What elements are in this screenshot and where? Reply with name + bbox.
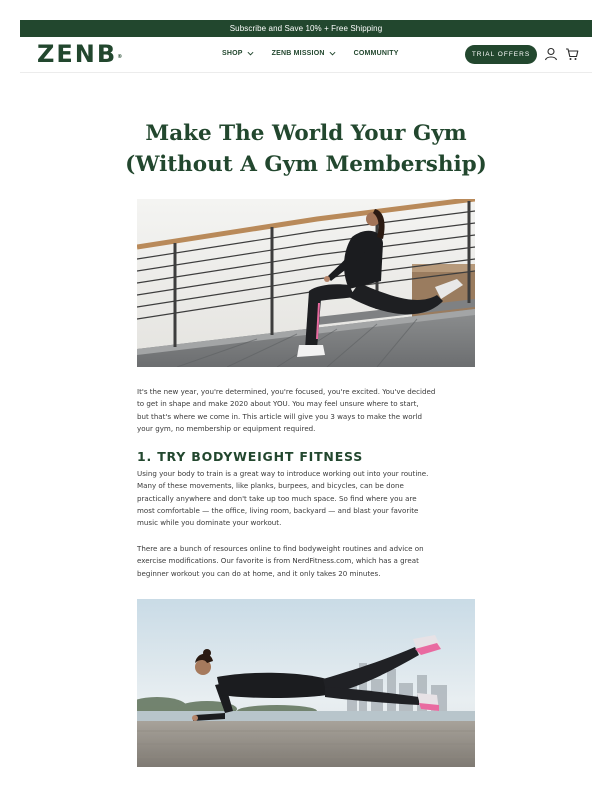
- text-line: It's the new year, you're determined, you're focused, you're excited. You've decided: [137, 387, 436, 396]
- section-paragraph: [137, 543, 482, 580]
- promo-text: Subscribe and Save 10% + Free Shipping: [229, 24, 383, 33]
- chevron-down-icon: [329, 51, 336, 56]
- logo-text: ZENB: [37, 40, 118, 68]
- nav-zenb-mission-label: ZENB MISSION: [271, 50, 325, 57]
- section-paragraph: [137, 468, 482, 529]
- chevron-down-icon: [247, 51, 254, 56]
- intro-paragraph: [137, 386, 482, 435]
- user-icon[interactable]: [544, 47, 558, 61]
- title-line: (Without A Gym Membership): [125, 152, 487, 177]
- nav-community-label: COMMUNITY: [353, 50, 399, 57]
- nav-zenb-mission[interactable]: [272, 50, 336, 57]
- promo-banner[interactable]: [20, 20, 592, 37]
- title-line: Make The World Your Gym: [145, 121, 467, 146]
- cart-icon[interactable]: [565, 47, 579, 61]
- section-heading: 1. TRY BODYWEIGHT FITNESS: [137, 449, 364, 464]
- text-line: beginner workout you can do at home, and it only takes 20 minutes.: [137, 568, 381, 578]
- text-line: to get in shape and make 2020 about YOU. You may feel unsure where to start,: [137, 399, 419, 409]
- lunge-stairs-image: [137, 199, 475, 367]
- lunge-stairs-photo: [137, 199, 475, 367]
- trial-offers-button[interactable]: [465, 45, 537, 64]
- text-line: most comfortable — the office, living room, backyard — and blast your favorite: [137, 505, 419, 515]
- text-line: practically anywhere and don't take up too much space. So find where you are: [137, 493, 417, 503]
- text-line: There are a bunch of resources online to find bodyweight routines and advice on: [137, 544, 424, 553]
- main-nav: [222, 50, 417, 57]
- site-header: [20, 37, 592, 73]
- text-line: music while you dominate your workout.: [137, 518, 282, 528]
- text-line: Many of these movements, like planks, burpees, and bicycles, can be done: [137, 481, 404, 491]
- text-line: exercise modifications. Our favorite is from NerdFitness.com, which has a great: [137, 556, 419, 566]
- text-line: but that's where we come in. This article will give you 3 ways to make the world: [137, 411, 422, 421]
- article-title: [100, 118, 512, 180]
- nav-shop-label: SHOP: [222, 50, 243, 57]
- text-line: Using your body to train is a great way to introduce working out into your routine.: [137, 469, 429, 478]
- zenb-logo[interactable]: [37, 40, 122, 68]
- plank-image: [137, 599, 475, 767]
- nav-shop[interactable]: [222, 50, 254, 57]
- nav-community[interactable]: [354, 50, 399, 57]
- trial-offers-label: TRIAL OFFERS: [471, 51, 531, 58]
- text-line: your gym, no membership or equipment required.: [137, 423, 316, 433]
- plank-photo: [137, 599, 475, 767]
- logo-registered-mark: ®: [117, 54, 123, 60]
